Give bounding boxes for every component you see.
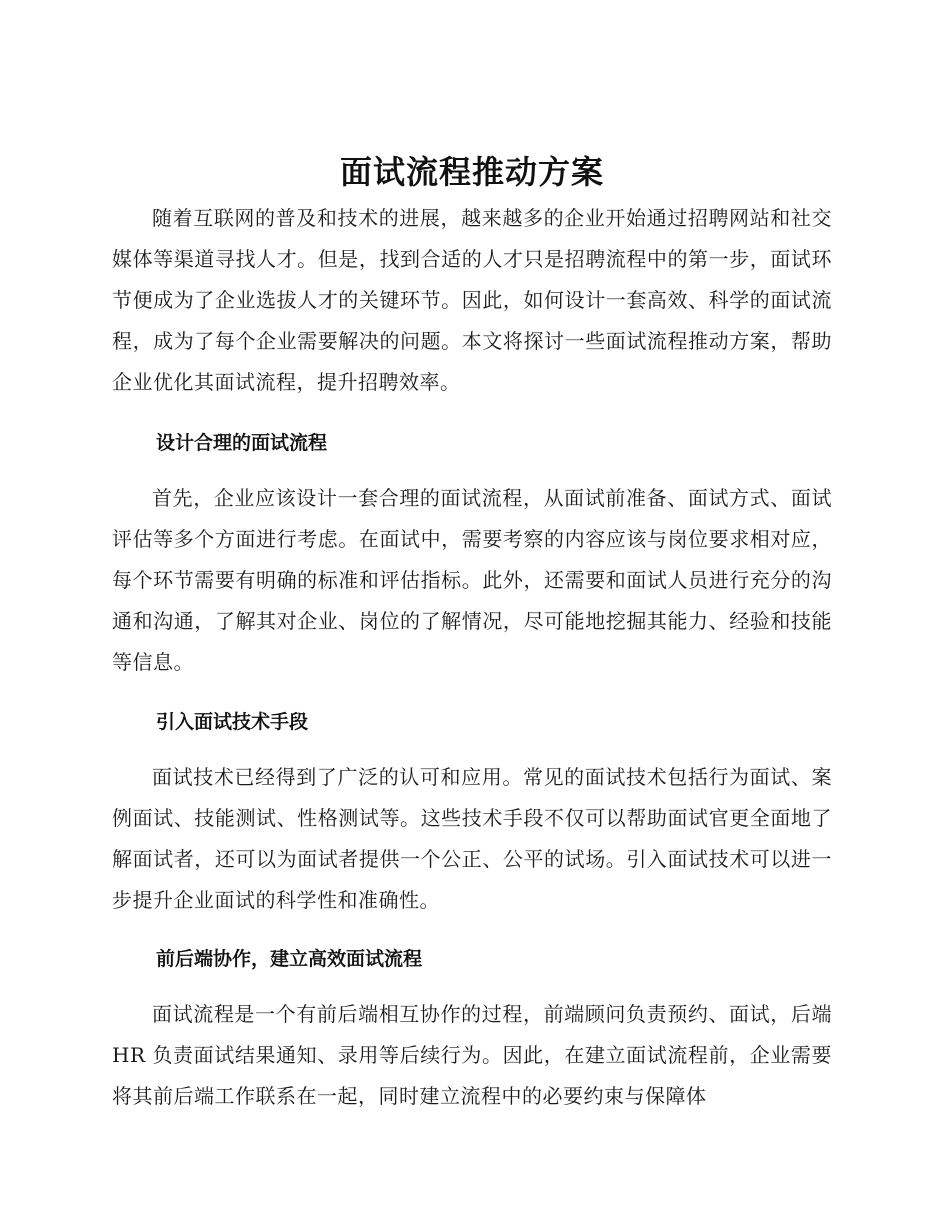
section-paragraph-design-process: 首先，企业应该设计一套合理的面试流程，从面试前准备、面试方式、面试评估等多个方面进行考虑。在面试中，需要考察的内容应该与岗位要求相对应，每个环节需要有明确的标准和评估指标。此外，还需要和面试人员进行充分的沟通和沟通，了解其对企业、岗位的了解情况，尽可能地挖掘其能力、经验和技能等信息。: [112, 486, 832, 674]
section-heading-design-process: 设计合理的面试流程: [156, 432, 328, 454]
section-heading-collaboration: 前后端协作，建立高效面试流程: [156, 948, 423, 970]
section-paragraph-interview-techniques: 面试技术已经得到了广泛的认可和应用。常见的面试技术包括行为面试、案例面试、技能测试、性格测试等。这些技术手段不仅可以帮助面试官更全面地了解面试者，还可以为面试者提供一个公正、公平的试场。引入面试技术可以进一步提升企业面试的科学性和准确性。: [112, 765, 832, 912]
section-paragraph-collaboration: 面试流程是一个有前后端相互协作的过程，前端顾问负责预约、面试，后端 HR 负责面试结果通知、录用等后续行为。因此，在建立面试流程前，企业需要将其前后端工作联系在一起，同时建立流程中的必要约束与保障体: [112, 1002, 832, 1108]
document-title: 面试流程推动方案: [339, 153, 604, 191]
section-heading-interview-techniques: 引入面试技术手段: [156, 711, 309, 733]
intro-paragraph: 随着互联网的普及和技术的进展，越来越多的企业开始通过招聘网站和社交媒体等渠道寻找人才。但是，找到合适的人才只是招聘流程中的第一步，面试环节便成为了企业选拔人才的关键环节。因此，如何设计一套高效、科学的面试流程，成为了每个企业需要解决的问题。本文将探讨一些面试流程推动方案，帮助企业优化其面试流程，提升招聘效率。: [112, 206, 832, 394]
